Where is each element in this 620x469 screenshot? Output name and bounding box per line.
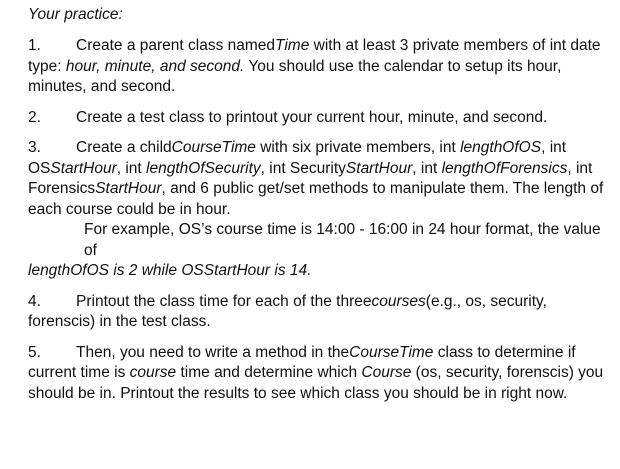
list-item-1 <box>8 36 614 98</box>
item-text: Printout the class time for each of the three <box>76 292 372 310</box>
item-text-italic: CourseTime <box>349 343 434 361</box>
item-text-italic: StartHour <box>95 180 162 197</box>
item-text: , and 6 public get/set methods to manipulate them. The length of each course could be in hour. <box>28 180 604 218</box>
item-text-italic: CourseTime <box>171 139 256 156</box>
item-text-italic: Course <box>361 364 412 381</box>
item-text-italic: Time <box>275 37 310 54</box>
list-item-5 <box>8 343 614 405</box>
item-text-italic: StartHour <box>50 159 117 177</box>
item-text-italic: StartHour <box>345 159 413 177</box>
example-text-italic: lengthOfOS is 2 while OSStartHour is 14. <box>28 262 312 279</box>
example-text: For example, OS’s course time is 14:00 - 16:00 in 24 hour format, the value of <box>84 221 601 259</box>
item-number: 2. <box>28 108 41 126</box>
item-text: , int OS <box>28 139 567 177</box>
list-item-3 <box>8 138 614 282</box>
item-number: 1. <box>28 37 41 54</box>
list-item-2 <box>8 108 614 129</box>
item-text-italic: courses <box>371 292 426 310</box>
document <box>8 4 614 414</box>
item-text: (e.g., os, security, forenscis) in the test class. <box>28 292 547 330</box>
item-text: You should use the calendar to setup its hour, minutes, and second. <box>28 57 562 95</box>
item-text: Create a parent class named <box>76 37 276 54</box>
item-text: , int <box>412 159 442 177</box>
item-text-italic: hour, minute, and second. <box>65 57 245 75</box>
item-text: (os, security, forenscis) you should be in. Printout the results to see which class you should be in right now. <box>28 364 604 402</box>
item-text: with at least 3 private members of int date type: <box>28 37 601 75</box>
item-number: 3. <box>28 139 41 156</box>
item-text-italic: lengthOfForensics <box>441 159 568 177</box>
item-text: Create a child <box>76 139 172 156</box>
item-text: Then, you need to write a method in the <box>76 343 350 361</box>
item-text-italic: lengthOfSecurity <box>146 159 261 177</box>
item-text-italic: course <box>129 364 177 381</box>
practice-heading: Your practice: <box>28 6 123 23</box>
item-text: , int Forensics <box>28 159 593 197</box>
item-text: Create a test class to printout your current hour, minute, and second. <box>76 108 548 126</box>
item-number: 5. <box>28 343 41 361</box>
item-text: class to determine if current time is <box>28 343 576 381</box>
list-item-4 <box>8 292 614 333</box>
item-text-italic: lengthOfOS <box>460 139 542 156</box>
item-text: , int <box>116 159 147 177</box>
item-text: with six private members, int <box>255 139 461 156</box>
item-number: 4. <box>28 292 41 310</box>
item-text: time and determine which <box>176 364 362 381</box>
item-text: , int Security <box>260 159 346 177</box>
